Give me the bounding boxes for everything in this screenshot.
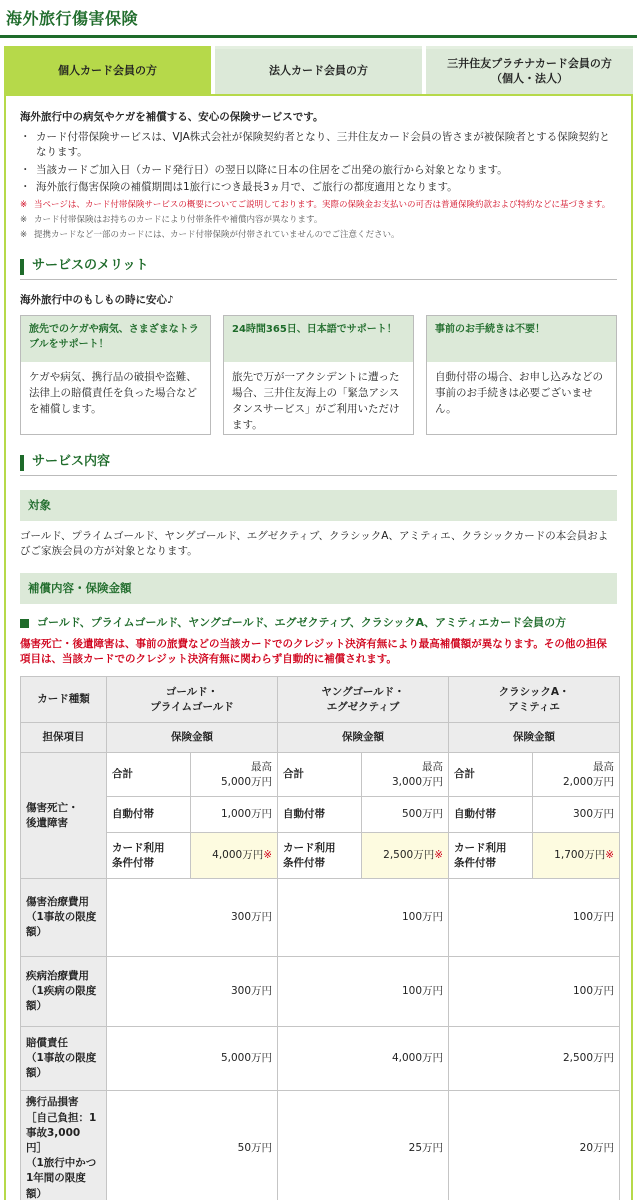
amount-cell: 100万円 — [278, 957, 449, 1027]
row-label: 傷害治療費用 （1事故の限度額） — [21, 879, 107, 957]
sub-row-label: 自動付帯 — [278, 797, 362, 833]
intro-bullet: ・ カード付帯保険サービスは、VJA株式会社が保険契約者となり、三井住友カード会員の皆さまが被保険者とする保険契約となります。 — [20, 130, 617, 160]
page-title: 海外旅行傷害保険 — [6, 9, 139, 28]
merit-card-head: 旅先でのケガや病気、さまざまなトラブルをサポート！ — [21, 316, 210, 362]
title-bar — [20, 455, 24, 471]
sub-row-label: 自動付帯 — [449, 797, 533, 833]
tab-panel — [4, 94, 633, 1200]
column-header: クラシックA・ アミティエ — [449, 677, 620, 723]
amount-value: 1,700万円 — [554, 849, 606, 862]
amount-label: 保険金額 — [278, 723, 449, 753]
intro-bullets — [20, 130, 617, 195]
amount-value: 4,000万円 — [212, 849, 264, 862]
merit-title-text: サービスのメリット — [32, 258, 149, 274]
amount-cell: 最高 5,000万円 — [191, 753, 278, 797]
card-type-label: カード種類 — [21, 677, 107, 723]
amount-cell: 5,000万円 — [107, 1027, 278, 1091]
amount-cell: 100万円 — [278, 879, 449, 957]
coverage-heading: 補償内容・保険金額 — [20, 573, 617, 604]
amount-cell: 最高 2,000万円 — [533, 753, 620, 797]
table-row — [21, 797, 620, 833]
amount-cell-highlight — [533, 833, 620, 879]
merit-cards — [20, 315, 617, 435]
tab-label: 法人カード会員の方 — [269, 64, 368, 78]
sub-row-label: 自動付帯 — [107, 797, 191, 833]
intro-lead: 海外旅行中の病気やケガを補償する、安心の保険サービスです。 — [20, 111, 324, 123]
page-header — [0, 0, 637, 38]
merit-card-head: 24時間365日、日本語でサポート！ — [224, 316, 413, 362]
column-header: ヤングゴールド・ エグゼクティブ — [278, 677, 449, 723]
sub-row-label: カード利用 条件付帯 — [107, 833, 191, 879]
sub-row-label: 合計 — [449, 753, 533, 797]
amount-cell: 1,000万円 — [191, 797, 278, 833]
sub-row-label: 合計 — [107, 753, 191, 797]
row-label: 携行品損害 ［自己負担：1事故3,000円］ （1旅行中かつ1年間の限度額） — [21, 1091, 107, 1200]
sub-row-label: 合計 — [278, 753, 362, 797]
intro-bullet: ・ 当該カードご加入日（カード発行日）の翌日以降に日本の住居をご出発の旅行から対象となります。 — [20, 163, 617, 178]
amount-cell: 20万円 — [449, 1091, 620, 1200]
tab-personal[interactable] — [4, 46, 211, 94]
asterisk-mark: ※ — [434, 849, 444, 862]
content-section — [20, 453, 617, 1200]
amount-cell: 100万円 — [449, 957, 620, 1027]
table-row — [21, 1091, 620, 1200]
amount-cell: 300万円 — [107, 879, 278, 957]
amount-cell: 2,500万円 — [449, 1027, 620, 1091]
row-label: 傷害死亡・ 後遺障害 — [21, 753, 107, 879]
square-bullet-icon — [20, 619, 29, 628]
note: ※ カード付帯保険はお持ちのカードにより付帯条件や補償内容が異なります。 — [20, 214, 617, 227]
merit-card — [20, 315, 211, 435]
amount-cell: 4,000万円 — [278, 1027, 449, 1091]
merit-card-body: ケガや病気、携行品の破損や盗難、法律上の賠償責任を負った場合などを補償します。 — [29, 371, 197, 415]
merit-card-head: 事前のお手続きは不要！ — [427, 316, 616, 362]
merit-card — [426, 315, 617, 435]
amount-cell-highlight — [362, 833, 449, 879]
merit-card — [223, 315, 414, 435]
note-red: ※ 当ページは、カード付帯保険サービスの概要についてご説明しております。実際の保険金お支払いの可否は普通保険約款および特約などに基づきます。 — [20, 199, 617, 212]
tab-label: 三井住友プラチナカード会員の方 （個人・法人） — [447, 57, 612, 85]
merit-card-body: 旅先で万が一アクシデントに遭った場合、三井住友海上の「緊急アシスタンスサービス」がご利用いただけます。 — [232, 371, 400, 431]
amount-cell: 50万円 — [107, 1091, 278, 1200]
coverage-red-note: 傷害死亡・後遺障害は、事前の旅費などの当該カードでのクレジット決済有無により最高補償額が異なります。その他の担保項目は、当該カードでのクレジット決済有無に関わらず自動的に補償されます。 — [20, 637, 607, 665]
merit-section — [20, 257, 617, 435]
coverage-label: 担保項目 — [21, 723, 107, 753]
amount-cell: 最高 3,000万円 — [362, 753, 449, 797]
table-row — [21, 723, 620, 753]
content-title-text: サービス内容 — [32, 454, 111, 470]
table-row — [21, 753, 620, 797]
amount-value: 2,500万円 — [383, 849, 435, 862]
sub-row-label: カード利用 条件付帯 — [278, 833, 362, 879]
content-title — [20, 453, 617, 476]
table-row — [21, 833, 620, 879]
row-label: 賠償責任 （1事故の限度額） — [21, 1027, 107, 1091]
coverage-table — [20, 676, 620, 1200]
amount-cell: 500万円 — [362, 797, 449, 833]
amount-cell: 300万円 — [107, 957, 278, 1027]
title-bar — [20, 259, 24, 275]
target-text: ゴールド、プライムゴールド、ヤングゴールド、エグゼクティブ、クラシックA、アミティエ、クラシックカードの本会員およびご家族会員の方が対象となります。 — [20, 529, 609, 558]
tab-corporate[interactable] — [215, 46, 422, 94]
note: ※ 提携カードなど一部のカードには、カード付帯保険が付帯されていませんのでご注意ください。 — [20, 229, 617, 242]
asterisk-mark: ※ — [263, 849, 273, 862]
row-label: 疾病治療費用 （1疾病の限度額） — [21, 957, 107, 1027]
table-row — [21, 957, 620, 1027]
cards-heading-text: ゴールド、プライムゴールド、ヤングゴールド、エグゼクティブ、クラシックA、アミティエカード会員の方 — [37, 616, 567, 630]
table-row — [21, 677, 620, 723]
amount-cell: 300万円 — [533, 797, 620, 833]
amount-cell: 25万円 — [278, 1091, 449, 1200]
cards-heading — [20, 615, 617, 631]
tab-label: 個人カード会員の方 — [58, 64, 157, 78]
table-row — [21, 1027, 620, 1091]
column-header: ゴールド・ プライムゴールド — [107, 677, 278, 723]
intro-section — [20, 110, 617, 241]
target-heading: 対象 — [20, 490, 617, 521]
member-type-tabs — [4, 46, 633, 94]
tab-platinum[interactable] — [426, 46, 633, 94]
amount-cell: 100万円 — [449, 879, 620, 957]
merit-card-body: 自動付帯の場合、お申し込みなどの事前のお手続きは必要ございません。 — [435, 371, 603, 415]
table-row — [21, 879, 620, 957]
amount-cell-highlight — [191, 833, 278, 879]
asterisk-mark: ※ — [605, 849, 615, 862]
intro-bullet: ・ 海外旅行傷害保険の補償期間は1旅行につき最長3ヵ月で、ご旅行の都度適用となります。 — [20, 180, 617, 195]
amount-label: 保険金額 — [449, 723, 620, 753]
merit-lead: 海外旅行中のもしもの時に安心♪ — [20, 294, 174, 307]
merit-title — [20, 257, 617, 280]
sub-row-label: カード利用 条件付帯 — [449, 833, 533, 879]
amount-label: 保険金額 — [107, 723, 278, 753]
